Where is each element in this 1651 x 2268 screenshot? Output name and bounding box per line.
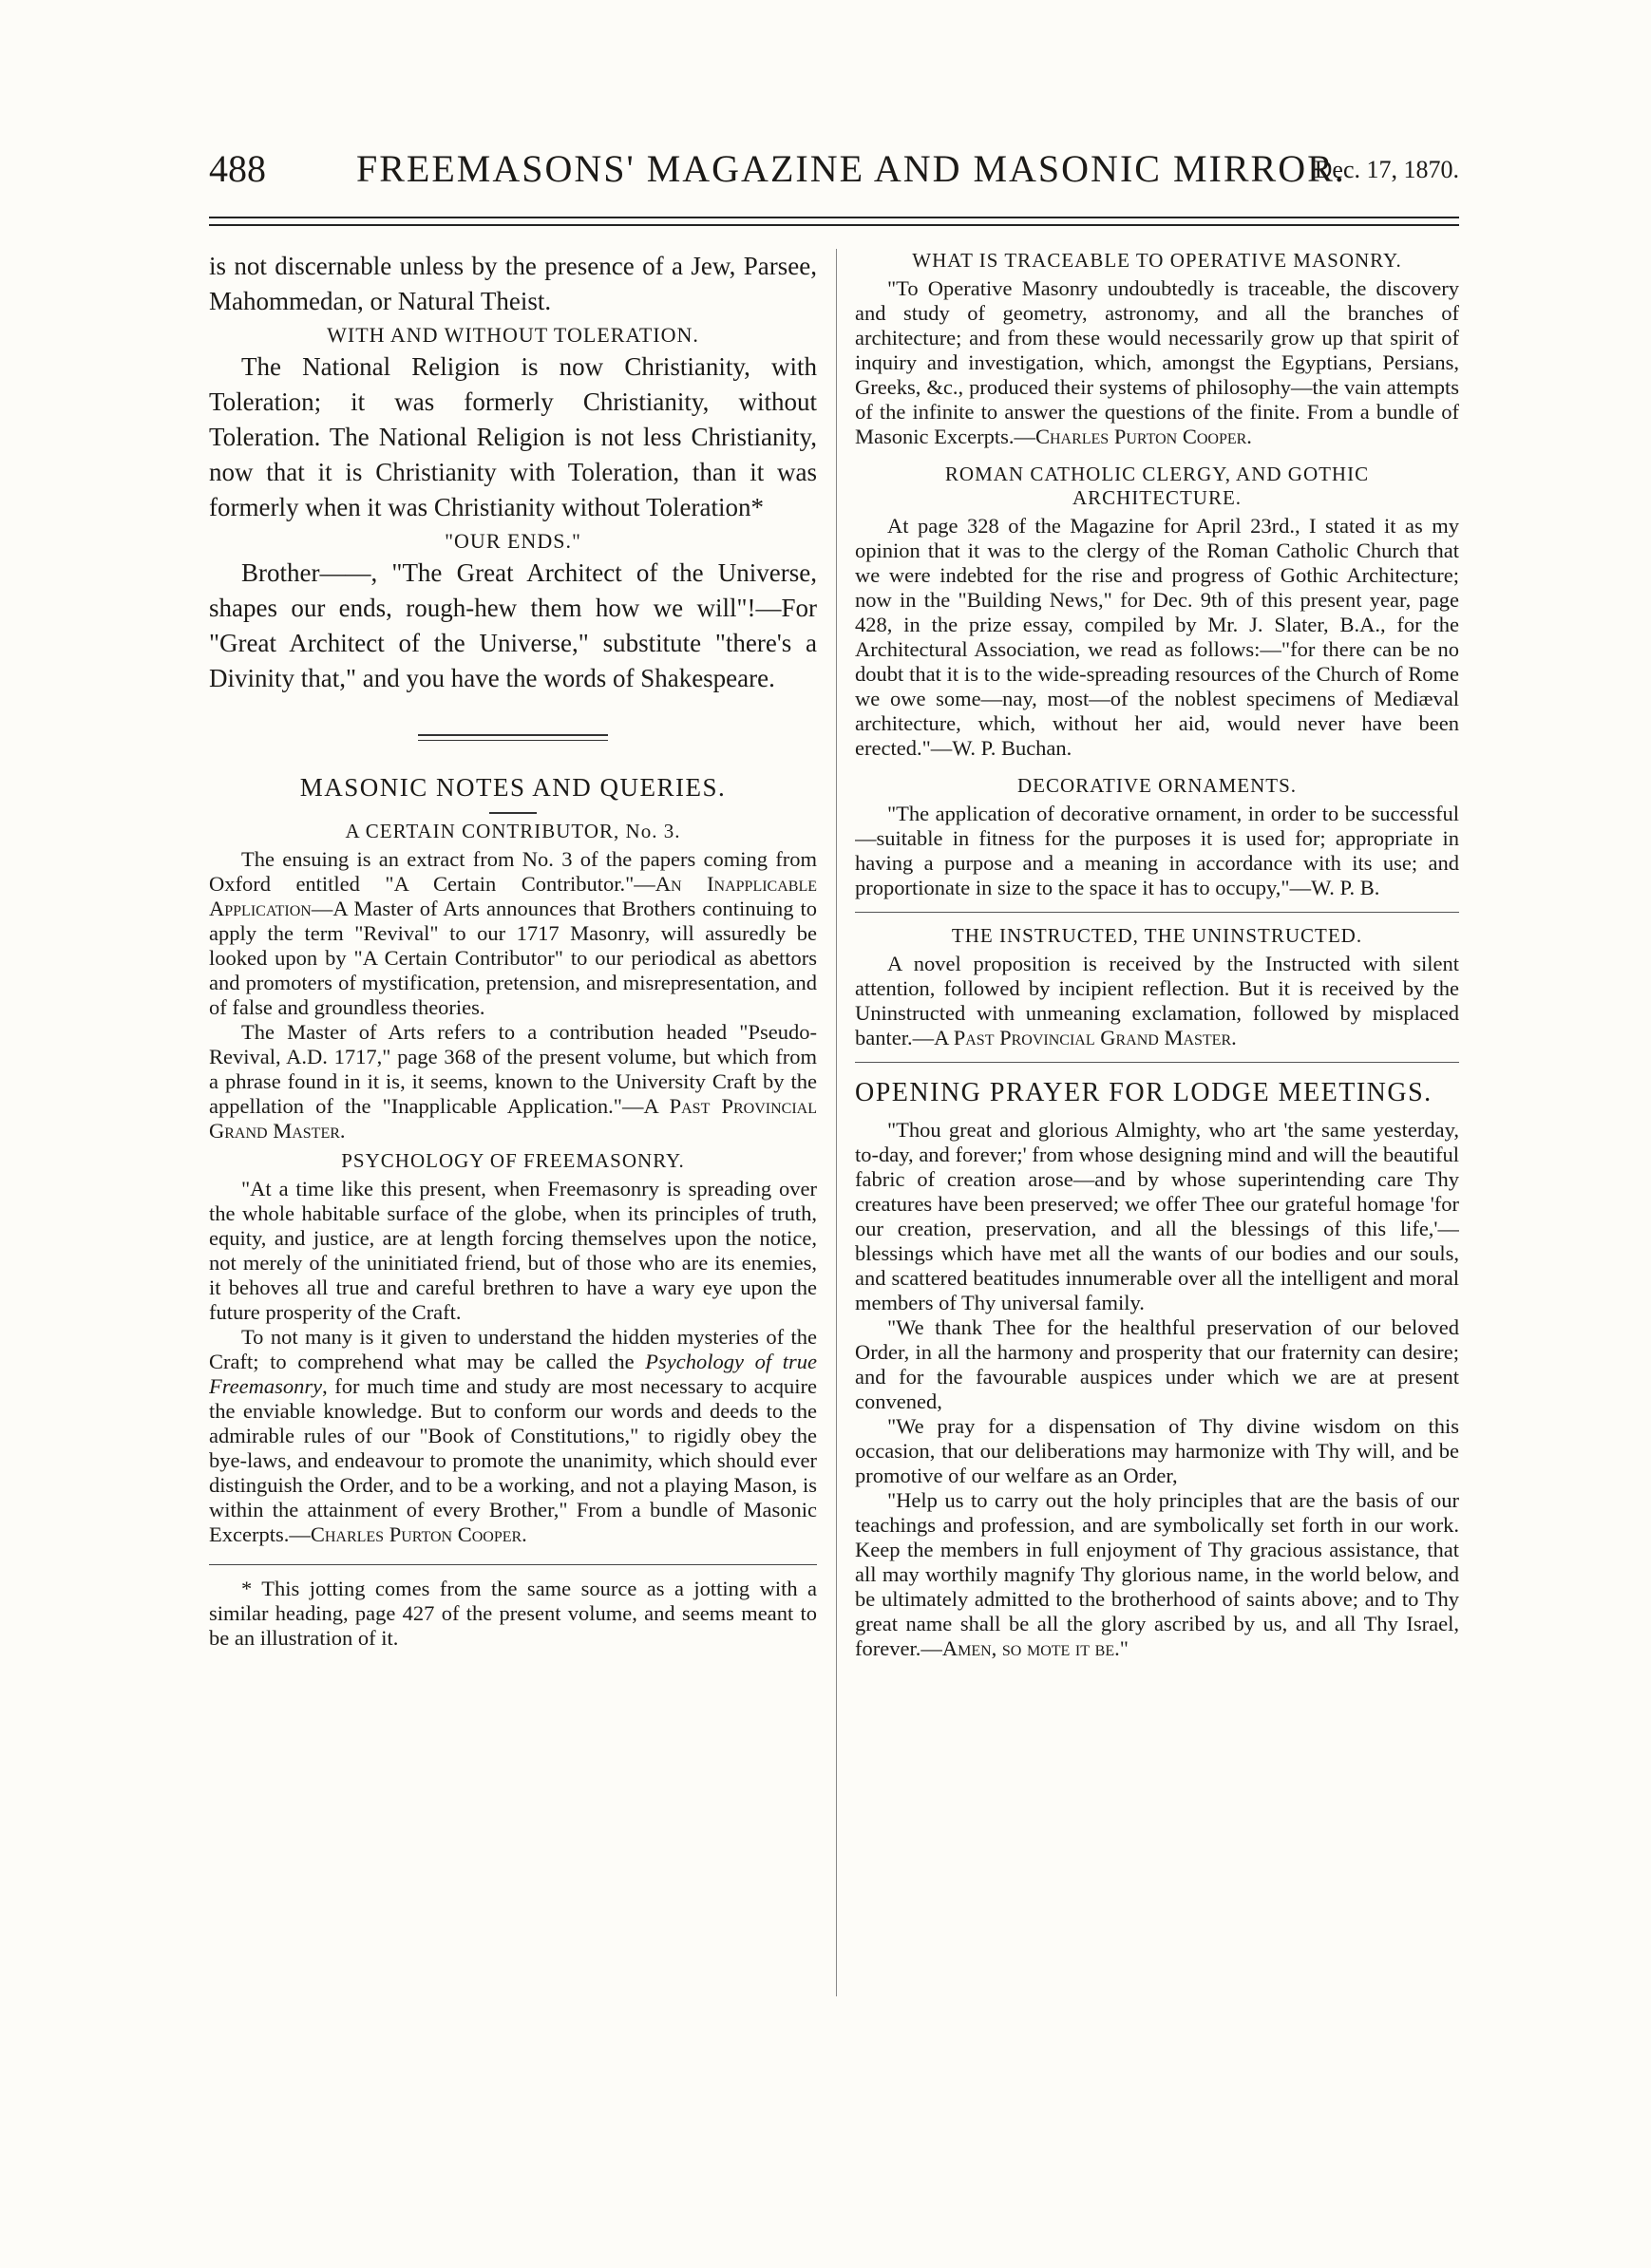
header-rule (209, 217, 1459, 226)
heading-toleration: WITH AND WITHOUT TOLERATION. (327, 323, 699, 347)
masthead-title: FREEMASONS' MAGAZINE AND MASONIC MIRROR. (356, 147, 1346, 190)
operative-paragraph: "To Operative Masonry undoubtedly is traceable, the discovery and study of geometry, astronomy, and all the branches of architecture; and from these would necessarily grow up that spirit of inquiry and investigation, which, amongst the Egyptians, Persians, Greeks, &c., produced their systems of philosophy—the vain attempts of the infinite to answer the questions of the finite. From a bundle of Masonic Excerpts.—Charles Purton Cooper. (855, 276, 1459, 448)
footnote: * This jotting comes from the same source as a jotting with a similar heading, page 427 of the present volume, and seems meant to be an illustration of it. (209, 1577, 817, 1650)
section-divider (418, 734, 608, 741)
instructed-signature: A Past Provincial Grand Master. (934, 1026, 1237, 1049)
issue-date: Dec. 17, 1870. (1314, 156, 1459, 183)
column-divider (836, 249, 837, 1996)
section-title: MASONIC NOTES AND QUERIES. (299, 773, 727, 802)
page-header (209, 142, 1459, 199)
prayer-paragraph-1: "Thou great and glorious Almighty, who art 'the same yesterday, to-day, and forever;' from whose designing mind and will the beautiful fabric of creation arose—and by whose superintending care Thy creatures have been preserved; we offer Thee our grateful homage 'for our creation, preservation, and all the blessings of this life,'—blessings which have met all the wants of our bodies and our souls, and scattered beatitudes innumerable over all the intelligent and moral members of Thy universal family. (855, 1118, 1459, 1314)
our-ends-paragraph: Brother——, "The Great Architect of the Universe, shapes our ends, rough-hew them how we will"!—For "Great Architect of the Universe," substitute "there's a Divinity that," and you have the words of Shakespeare. (209, 558, 817, 692)
psychology-signature: Charles Purton Cooper. (310, 1522, 527, 1546)
prayer-paragraph-3: "We pray for a dispensation of Thy divine wisdom on this occasion, that our deliberations may harmonize with Thy will, and be promotive of our welfare as an Order, (855, 1414, 1459, 1487)
instructed-paragraph: A novel proposition is received by the Instructed with silent attention, followed by incipient reflection. But it is received by the Uninstructed with unmeaning exclamation, followed by misplaced banter.—A Past Provincial Grand Master. (855, 952, 1459, 1049)
right-divider-2 (855, 1062, 1459, 1063)
psychology-paragraph-2: To not many is it given to understand the hidden mysteries of the Craft; to comprehend what may be called the Psychology of true Freemasonry, for much time and study are most necessary to acquire the enviable knowledge. But to conform our words and deeds to the admirable rules of our "Book of Constitutions," to rigidly obey the bye-laws, and endeavour to promote the unanimity, which should ever distinguish the Order, and to be a working, and not a playing Mason, is within the attainment of every Brother," From a bundle of Masonic Excerpts.—Charles Purton Cooper. (209, 1325, 817, 1546)
contributor-paragraph-1: The ensuing is an extract from No. 3 of the papers coming from Oxford entitled "A Certain Contributor."—An Inapplicable Application—A Master of Arts announces that Brothers continuing to apply the term "Revival" to our 1717 Masonry, will assuredly be looked upon by "A Certain Contributor" to our periodical as abettors and promoters of mystification, pretension, and misrepresentation, and of false and groundless theories. (209, 847, 817, 1019)
heading-psychology: PSYCHOLOGY OF FREEMASONRY. (341, 1149, 685, 1172)
page-number: 488 (209, 147, 266, 190)
contributor-paragraph-2: The Master of Arts refers to a contribution headed "Pseudo-Revival, A.D. 1717," page 368 of the present volume, but which from a phrase found in it is, it seems, known to the University Craft by the appellation of the "Inapplicable Application."—A Past Provincial Grand Master. (209, 1020, 817, 1143)
right-column (855, 249, 1459, 2177)
section-title-rule (489, 812, 537, 814)
operative-signature: Charles Purton Cooper. (1034, 425, 1252, 448)
roman-catholic-paragraph: At page 328 of the Magazine for April 23rd., I stated it as my opinion that it was to the clergy of the Roman Catholic Church that we were indebted for the rise and progress of Gothic Architecture; now in the "Building News," for Dec. 9th of this present year, page 428, in the prize essay, compiled by Mr. J. Slater, B.A., for the Architectural Association, we read as follows:—"for there can be no doubt that it is to the wide-spreading resources of the Church of Rome we owe some—nay, most—of the noblest specimens of Mediæval architecture, which, without her aid, would never have been erected."—W. P. Buchan. (855, 514, 1459, 760)
right-divider-1 (855, 912, 1459, 913)
prayer-paragraph-4: "Help us to carry out the holy principles that are the basis of our teachings and profession, and are symbolically set forth in our work. Keep the members in full enjoyment of Thy gracious assistance, that all may worthily magnify Thy glorious name, in the world below, and be ultimately admitted to the brotherhood of saints above; and to Thy great name shall be all the glory ascribed by us, and all Thy Israel, forever.—Amen, so mote it be." (855, 1488, 1459, 1660)
heading-contributor: A CERTAIN CONTRIBUTOR, No. 3. (345, 820, 681, 842)
heading-instructed: THE INSTRUCTED, THE UNINSTRUCTED. (951, 924, 1363, 947)
heading-decorative: DECORATIVE ORNAMENTS. (1017, 774, 1297, 797)
prayer-paragraph-2: "We thank Thee for the healthful preservation of our beloved Order, in all the harmony and prosperity that our fraternity can desire; and for the favourable auspices under which we are at present convened, (855, 1315, 1459, 1413)
footnote-rule (209, 1564, 817, 1565)
toleration-paragraph: The National Religion is now Christianity, with Toleration; it was formerly Christianity, without Toleration. The National Religion is not less Christianity, now that it is Christianity with Toleration, than it was formerly when it was Christianity without Toleration* (209, 352, 817, 521)
intro-paragraph: is not discernable unless by the presence of a Jew, Parsee, Mahommedan, or Natural Theist. (209, 252, 817, 315)
heading-our-ends: "OUR ENDS." (445, 529, 581, 553)
heading-opening-prayer: OPENING PRAYER FOR LODGE MEETINGS. (855, 1078, 1433, 1107)
contributor-signature: A Past Provincial Grand Master. (209, 1094, 817, 1143)
prayer-signature: Amen, so mote it be." (941, 1636, 1129, 1660)
heading-operative: WHAT IS TRACEABLE TO OPERATIVE MASONRY. (912, 249, 1402, 272)
heading-roman-catholic: ROMAN CATHOLIC CLERGY, AND GOTHIC ARCHITECTURE. (944, 463, 1370, 509)
psychology-paragraph-1: "At a time like this present, when Freemasonry is spreading over the whole habitable surface of the globe, when its principles of truth, equity, and justice, are at length forcing themselves upon the notice, not merely of the uninitiated friend, but of those who are its enemies, it behoves all true and careful brethren to have a wary eye upon the future prosperity of the Craft. (209, 1177, 817, 1324)
left-column (209, 249, 817, 2177)
decorative-paragraph: "The application of decorative ornament, in order to be successful—suitable in fitness for the purposes it is used for; appropriate in having a purpose and a meaning in accordance with its use; and proportionate in size to the space it has to occupy,"—W. P. B. (855, 802, 1459, 899)
